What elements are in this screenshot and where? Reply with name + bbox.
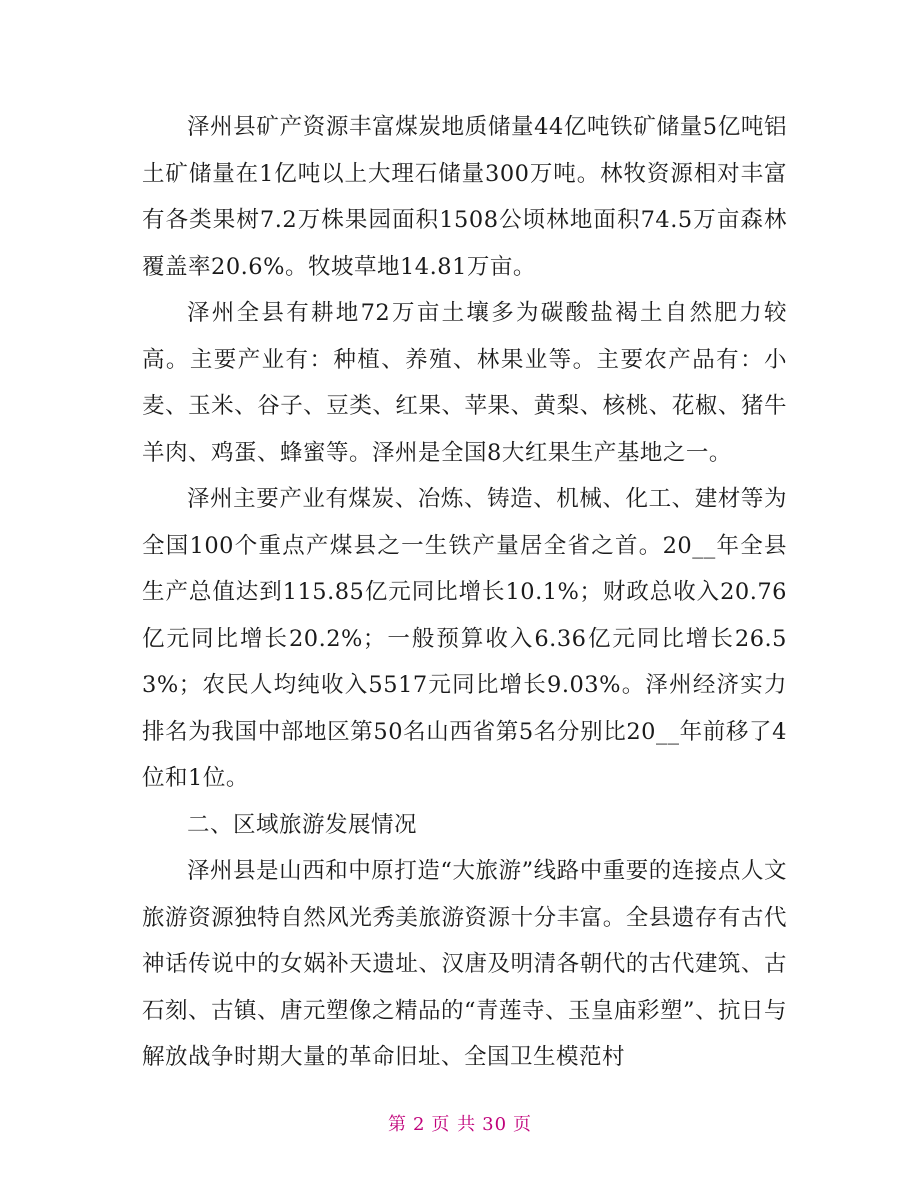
footer-suffix: 页 bbox=[513, 1114, 533, 1135]
footer-total-pages: 30 bbox=[482, 1114, 508, 1135]
paragraph-agriculture: 泽州全县有耕地72万亩土壤多为碳酸盐褐土自然肥力较高。主要产业有：种植、养殖、林果业等。主要农产品有：小麦、玉米、谷子、豆类、红果、苹果、黄梨、核桃、花椒、猪牛羊肉、鸡蛋、蜂蜜等。泽州是全国8大红果生产基地之一。 bbox=[142, 300, 787, 466]
document-body bbox=[142, 104, 787, 1081]
footer-middle: 页 共 bbox=[431, 1114, 477, 1135]
paragraph-industry-economy: 泽州主要产业有煤炭、冶炼、铸造、机械、化工、建材等为全国100个重点产煤县之一生铁产量居全省之首。20__年全县生产总值达到115.85亿元同比增长10.1%；财政总收入20.76亿元同比增长20.2%；一般预算收入6.36亿元同比增长26.53%；农民人均纯收入5517元同比增长9.03%。泽州经济实力排名为我国中部地区第50名山西省第5名分别比20__年前移了4位和1位。 bbox=[142, 486, 787, 791]
footer-prefix: 第 bbox=[387, 1114, 407, 1135]
section-heading-tourism: 二、区域旅游发展情况 bbox=[187, 811, 418, 838]
page-footer bbox=[0, 1110, 920, 1136]
paragraph-mineral-resources: 泽州县矿产资源丰富煤炭地质储量44亿吨铁矿储量5亿吨铝土矿储量在1亿吨以上大理石储量300万吨。林牧资源相对丰富有各类果树7.2万株果园面积1508公顷林地面积74.5万亩森林覆盖率20.6%。牧坡草地14.81万亩。 bbox=[142, 114, 787, 280]
footer-page-number: 2 bbox=[412, 1114, 426, 1135]
paragraph-tourism: 泽州县是山西和中原打造“大旅游”线路中重要的连接点人文旅游资源独特自然风光秀美旅游资源十分丰富。全县遗存有古代神话传说中的女娲补天遗址、汉唐及明清各朝代的古代建筑、古石刻、古镇、唐元塑像之精品的“青莲寺、玉皇庙彩塑”、抗日与解放战争时期大量的革命旧址、全国卫生模范村 bbox=[142, 858, 788, 1070]
